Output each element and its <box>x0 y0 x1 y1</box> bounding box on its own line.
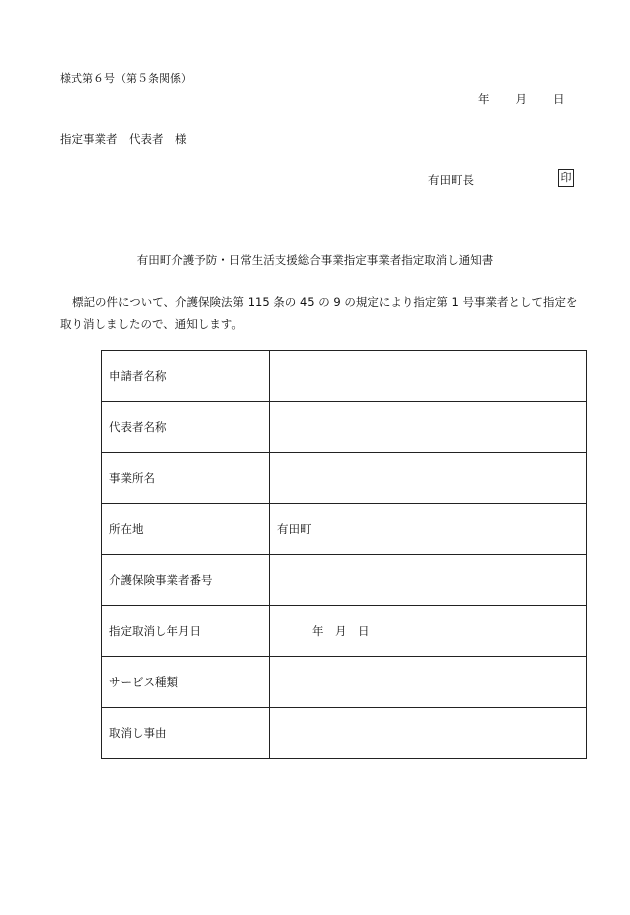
seal-mark: 印 <box>558 169 574 187</box>
row-label: 代表者名称 <box>102 402 270 453</box>
row-label: 指定取消し年月日 <box>102 606 270 657</box>
row-label: 取消し事由 <box>102 708 270 759</box>
table-row <box>102 453 587 504</box>
date-line <box>478 91 565 107</box>
row-value <box>270 402 587 453</box>
row-label: 所在地 <box>102 504 270 555</box>
row-label: 申請者名称 <box>102 351 270 402</box>
body-paragraph: 標記の件について、介護保険法第 115 条の 45 の 9 の規定により指定第 1 号事業者として指定を取り消しましたので、通知します。 <box>60 295 578 331</box>
table-row <box>102 504 587 555</box>
date-month: 月 <box>515 92 527 106</box>
form-number: 様式第６号（第５条関係） <box>60 72 192 85</box>
row-value: 年 月 日 <box>270 606 587 657</box>
row-value <box>270 657 587 708</box>
row-label: サービス種類 <box>102 657 270 708</box>
row-value: 有田町 <box>270 504 587 555</box>
row-label: 事業所名 <box>102 453 270 504</box>
table-row <box>102 657 587 708</box>
date-day: 日 <box>553 92 565 106</box>
table-row <box>102 402 587 453</box>
table-row <box>102 555 587 606</box>
row-value <box>270 351 587 402</box>
document-title: 有田町介護予防・日常生活支援総合事業指定事業者指定取消し通知書 <box>136 253 494 267</box>
row-value <box>270 708 587 759</box>
issuer-name: 有田町長 <box>428 173 474 187</box>
date-year: 年 <box>478 92 490 106</box>
table-row <box>102 606 587 657</box>
table-row <box>102 351 587 402</box>
row-value <box>270 555 587 606</box>
recipient-line: 指定事業者 代表者 様 <box>60 132 187 146</box>
row-label: 介護保険事業者番号 <box>102 555 270 606</box>
info-table <box>101 350 587 759</box>
row-value <box>270 453 587 504</box>
table-row <box>102 708 587 759</box>
